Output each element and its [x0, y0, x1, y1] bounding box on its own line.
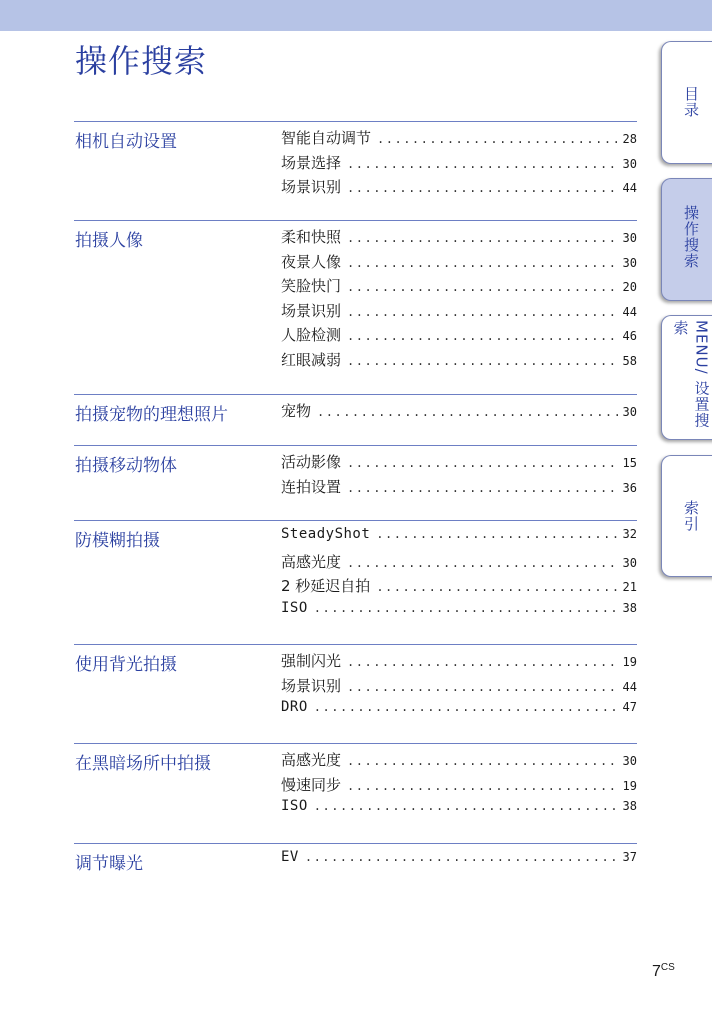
dot-leader — [347, 256, 620, 270]
entry-label: EV — [281, 849, 299, 865]
section-anti-blur — [74, 520, 637, 644]
entry-label: 柔和快照 — [281, 228, 342, 246]
section-title: 调节曝光 — [75, 854, 143, 874]
entry-label: 红眼减弱 — [281, 350, 342, 369]
entry-link[interactable] — [281, 476, 637, 501]
entry-link[interactable] — [281, 251, 637, 276]
entry-list — [281, 446, 637, 508]
dot-leader — [347, 231, 620, 245]
section-title: 拍摄宠物的理想照片 — [75, 405, 228, 425]
entry-label: ISO — [281, 798, 308, 814]
dot-leader — [347, 556, 620, 570]
entry-label: 人脸检测 — [281, 326, 342, 344]
entry-page: 44 — [622, 304, 637, 319]
entry-page: 32 — [622, 527, 637, 541]
dot-leader — [314, 601, 620, 615]
entry-page: 58 — [622, 353, 637, 368]
entry-page: 15 — [622, 456, 637, 470]
entry-link[interactable] — [281, 349, 637, 374]
entry-link[interactable] — [281, 176, 637, 201]
entry-link[interactable] — [281, 551, 637, 576]
tab-label: MENU/ 设置搜索 — [671, 320, 711, 429]
operation-search-list — [74, 121, 637, 893]
entry-page: 38 — [622, 799, 637, 813]
entry-label: 宠物 — [281, 402, 312, 420]
entry-page: 30 — [622, 255, 637, 270]
entry-label: 活动影像 — [281, 453, 342, 471]
entry-label: 强制闪光 — [281, 652, 342, 670]
dot-leader — [347, 280, 620, 294]
dot-leader — [376, 527, 619, 541]
dot-leader — [347, 157, 620, 171]
entry-list — [281, 122, 637, 209]
entry-list — [281, 645, 637, 732]
entry-page: 19 — [622, 655, 637, 669]
entry-label: 场景识别 — [281, 676, 342, 695]
dot-leader — [347, 354, 620, 368]
entry-page: 19 — [622, 778, 637, 793]
dot-leader — [347, 655, 620, 669]
dot-leader — [347, 481, 620, 495]
entry-page: 30 — [622, 405, 637, 419]
dot-leader — [314, 799, 620, 813]
tab-index[interactable] — [661, 455, 712, 577]
entry-label: 智能自动调节 — [281, 129, 372, 147]
entry-link[interactable] — [281, 451, 637, 476]
section-pets — [74, 394, 637, 445]
entry-page: 46 — [622, 329, 637, 343]
page-suffix: CS — [660, 962, 675, 973]
entry-page: 38 — [622, 600, 637, 615]
entry-label: DRO — [281, 699, 308, 715]
entry-link[interactable] — [281, 798, 637, 823]
tab-label: 目录 — [682, 86, 700, 118]
dot-leader — [347, 779, 620, 793]
dot-leader — [347, 305, 620, 319]
entry-label: 场景识别 — [281, 301, 342, 320]
section-exposure — [74, 843, 637, 893]
entry-link[interactable] — [281, 699, 637, 724]
entry-list — [281, 744, 637, 831]
entry-link[interactable] — [281, 650, 637, 675]
page-number — [652, 962, 675, 981]
entry-link[interactable] — [281, 226, 637, 251]
entry-label: 连拍设置 — [281, 477, 342, 496]
dot-leader — [347, 754, 620, 768]
dot-leader — [305, 850, 620, 864]
entry-label: 慢速同步 — [281, 775, 342, 794]
tab-operation-search[interactable] — [661, 178, 712, 301]
page-title: 操作搜索 — [75, 42, 208, 80]
section-camera-auto — [74, 121, 637, 220]
dot-leader — [317, 405, 620, 419]
section-title: 拍摄人像 — [75, 231, 143, 251]
dot-leader — [347, 329, 620, 343]
entry-link[interactable] — [281, 575, 637, 600]
tab-contents[interactable] — [661, 41, 712, 164]
dot-leader — [377, 132, 620, 146]
section-title: 防模糊拍摄 — [75, 531, 160, 551]
dot-leader — [314, 700, 620, 714]
entry-link[interactable] — [281, 152, 637, 177]
section-title: 拍摄移动物体 — [75, 456, 177, 476]
entry-label: 2 秒延迟自拍 — [281, 577, 371, 595]
section-title: 在黑暗场所中拍摄 — [75, 754, 211, 774]
entry-label: SteadyShot — [281, 526, 371, 542]
entry-link[interactable] — [281, 324, 637, 349]
entry-page: 47 — [622, 700, 637, 714]
dot-leader — [347, 680, 620, 694]
entry-page: 44 — [622, 679, 637, 694]
section-backlight — [74, 644, 637, 743]
section-moving-subjects — [74, 445, 637, 520]
tab-menu-settings-search[interactable] — [661, 315, 712, 440]
entry-link[interactable] — [281, 275, 637, 300]
entry-page: 20 — [622, 280, 637, 294]
entry-label: 笑脸快门 — [281, 277, 342, 295]
entry-page: 30 — [622, 156, 637, 171]
entry-list — [281, 844, 637, 882]
entry-page: 21 — [622, 580, 637, 594]
entry-page: 30 — [622, 754, 637, 768]
entry-page: 30 — [622, 231, 637, 245]
tab-label: 索引 — [682, 500, 700, 532]
dot-leader — [347, 456, 620, 470]
entry-label: 场景识别 — [281, 178, 342, 196]
entry-link[interactable] — [281, 526, 637, 551]
section-dark-places — [74, 743, 637, 843]
entry-label: ISO — [281, 599, 308, 616]
entry-page: 44 — [622, 181, 637, 195]
entry-label: 高感光度 — [281, 552, 342, 571]
entry-link[interactable] — [281, 774, 637, 799]
entry-page: 37 — [622, 850, 637, 864]
section-portrait — [74, 220, 637, 394]
entry-page: 30 — [622, 555, 637, 570]
tab-label: 操作搜索 — [682, 205, 700, 269]
entry-link[interactable] — [281, 849, 637, 874]
entry-link[interactable] — [281, 400, 637, 425]
section-title: 相机自动设置 — [75, 132, 177, 152]
entry-link[interactable] — [281, 675, 637, 700]
entry-link[interactable] — [281, 127, 637, 152]
entry-label: 场景选择 — [281, 153, 342, 172]
entry-link[interactable] — [281, 749, 637, 774]
entry-list — [281, 521, 637, 632]
entry-list — [281, 221, 637, 381]
entry-list — [281, 395, 637, 433]
entry-page: 28 — [622, 132, 637, 146]
entry-label: 高感光度 — [281, 751, 342, 769]
page-number-value: 7 — [652, 963, 661, 980]
entry-label: 夜景人像 — [281, 252, 342, 271]
entry-page: 36 — [622, 480, 637, 495]
top-banner — [0, 0, 712, 31]
entry-link[interactable] — [281, 600, 637, 625]
section-title: 使用背光拍摄 — [75, 655, 177, 675]
dot-leader — [347, 181, 620, 195]
entry-link[interactable] — [281, 300, 637, 325]
dot-leader — [376, 580, 619, 594]
